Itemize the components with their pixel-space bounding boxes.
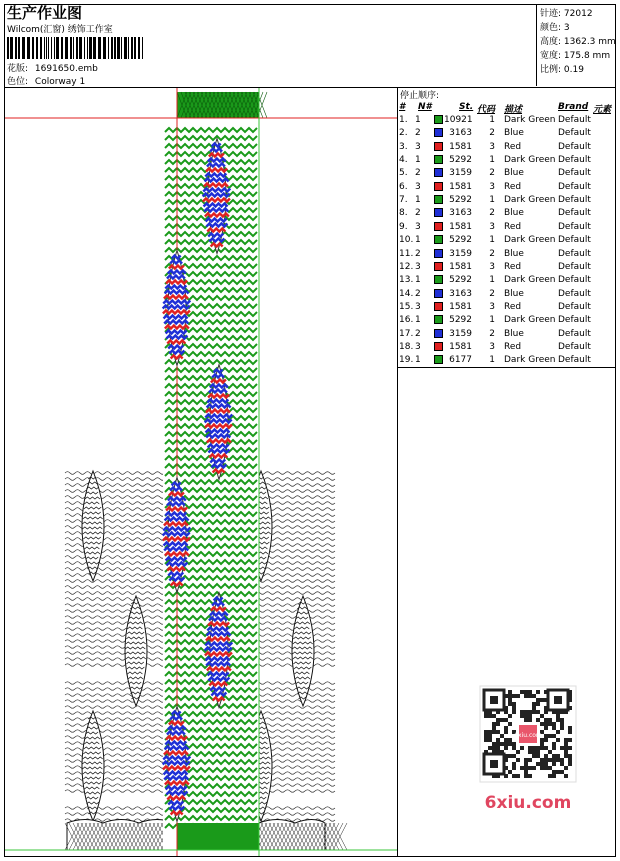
row-needle: 3	[415, 141, 421, 152]
row-code: 1	[489, 235, 495, 246]
row-brand: Default	[558, 141, 591, 152]
row-number: 10.	[399, 235, 414, 246]
row-stitches: 1581	[449, 261, 472, 272]
row-desc: Blue	[504, 328, 524, 339]
col-desc: 描述	[504, 105, 523, 115]
row-number: 7.	[399, 195, 408, 206]
col-element: 元素	[593, 105, 612, 115]
row-needle: 2	[415, 288, 421, 299]
row-code: 1	[489, 115, 495, 125]
row-code: 3	[489, 301, 495, 312]
row-desc: Dark Green	[504, 315, 556, 326]
row-code: 3	[489, 261, 495, 272]
qr-watermark	[470, 680, 586, 820]
row-desc: Red	[504, 141, 522, 152]
row-desc: Dark Green	[504, 275, 556, 286]
row-brand: Default	[558, 301, 591, 312]
row-needle: 1	[415, 355, 421, 366]
color-swatch	[434, 262, 443, 271]
stats-box	[536, 4, 617, 86]
table-row	[397, 168, 616, 181]
row-desc: Blue	[504, 128, 524, 139]
row-number: 11.	[399, 248, 414, 259]
row-stitches: 1581	[449, 301, 472, 312]
row-stitches: 6177	[449, 355, 472, 366]
row-desc: Blue	[504, 168, 524, 179]
color-swatch	[434, 222, 443, 231]
row-desc: Red	[504, 181, 522, 192]
table-row	[397, 142, 616, 155]
row-brand: Default	[558, 341, 591, 352]
row-needle: 1	[415, 235, 421, 246]
bottom-cap	[177, 823, 259, 850]
table-row	[397, 355, 616, 368]
row-number: 3.	[399, 141, 408, 152]
row-desc: Blue	[504, 248, 524, 259]
row-number: 17.	[399, 328, 414, 339]
row-desc: Blue	[504, 208, 524, 219]
color-swatch	[434, 182, 443, 191]
row-needle: 1	[415, 195, 421, 206]
colorway-label: 色位:	[7, 77, 29, 87]
table-row	[397, 249, 616, 262]
row-code: 2	[489, 328, 495, 339]
row-desc: Red	[504, 341, 522, 352]
row-number: 14.	[399, 288, 414, 299]
table-row	[397, 275, 616, 288]
row-code: 3	[489, 141, 495, 152]
row-brand: Default	[558, 248, 591, 259]
row-code: 2	[489, 168, 495, 179]
row-number: 18.	[399, 341, 414, 352]
row-needle: 1	[415, 275, 421, 286]
color-swatch	[434, 249, 443, 258]
row-code: 1	[489, 195, 495, 206]
row-brand: Default	[558, 355, 591, 366]
table-row	[397, 329, 616, 342]
row-brand: Default	[558, 288, 591, 299]
row-stitches: 10921	[444, 115, 473, 125]
table-row	[397, 235, 616, 248]
stat-scale: 比例: 0.19	[540, 65, 584, 75]
embroidery-design	[5, 88, 397, 856]
color-swatch	[434, 168, 443, 177]
row-desc: Red	[504, 221, 522, 232]
colorway-value: Colorway 1	[34, 77, 86, 87]
row-needle: 2	[415, 168, 421, 179]
row-desc: Dark Green	[504, 155, 556, 166]
row-brand: Default	[558, 208, 591, 219]
file-line	[7, 61, 98, 74]
color-swatch	[434, 342, 443, 351]
row-number: 15.	[399, 301, 414, 312]
stat-colors: 颜色: 3	[540, 23, 570, 33]
row-desc: Dark Green	[504, 355, 556, 366]
col-brand: Brand	[558, 102, 589, 112]
row-code: 3	[489, 181, 495, 192]
row-needle: 2	[415, 128, 421, 139]
row-number: 12.	[399, 261, 414, 272]
row-number: 2.	[399, 128, 408, 139]
barcode	[7, 37, 145, 59]
table-row	[397, 128, 616, 141]
row-code: 2	[489, 288, 495, 299]
stop-sequence-title: 停止顺序:	[400, 91, 440, 101]
row-needle: 1	[415, 315, 421, 326]
color-swatch	[434, 329, 443, 338]
file-name: 1691650.emb	[34, 64, 98, 74]
row-desc: Dark Green	[504, 195, 556, 206]
table-row	[397, 289, 616, 302]
row-stitches: 5292	[449, 275, 472, 286]
color-swatch	[434, 142, 443, 151]
row-brand: Default	[558, 168, 591, 179]
row-brand: Default	[558, 235, 591, 246]
row-needle: 3	[415, 341, 421, 352]
row-number: 4.	[399, 155, 408, 166]
table-row	[397, 195, 616, 208]
color-swatch	[434, 208, 443, 217]
row-number: 5.	[399, 168, 408, 179]
row-brand: Default	[558, 155, 591, 166]
table-row	[397, 182, 616, 195]
row-brand: Default	[558, 181, 591, 192]
row-number: 16.	[399, 315, 414, 326]
stat-width: 宽度: 175.8 mm	[540, 51, 611, 61]
row-desc: Red	[504, 301, 522, 312]
row-stitches: 3159	[449, 328, 472, 339]
row-stitches: 1581	[449, 141, 472, 152]
color-swatch	[434, 128, 443, 137]
stat-stitches: 针迹: 72012	[540, 9, 593, 19]
watermark-text: 6xiu.com	[484, 793, 572, 813]
color-swatch	[434, 289, 443, 298]
col-n: N#	[418, 102, 432, 112]
table-row	[397, 115, 616, 128]
row-stitches: 3159	[449, 168, 472, 179]
table-row	[397, 208, 616, 221]
table-row	[397, 262, 616, 275]
color-swatch	[434, 275, 443, 284]
row-stitches: 1581	[449, 221, 472, 232]
row-brand: Default	[558, 328, 591, 339]
row-brand: Default	[558, 195, 591, 206]
table-row	[397, 342, 616, 355]
color-swatch	[434, 355, 443, 364]
embroidery-preview	[5, 88, 397, 856]
row-code: 3	[489, 221, 495, 232]
row-needle: 3	[415, 181, 421, 192]
color-swatch	[434, 155, 443, 164]
row-needle: 1	[415, 115, 421, 125]
row-brand: Default	[558, 261, 591, 272]
color-swatch	[434, 302, 443, 311]
row-stitches: 3163	[449, 208, 472, 219]
qr-badge-text: 6xiu.com	[514, 732, 542, 739]
row-code: 1	[489, 275, 495, 286]
color-swatch	[434, 195, 443, 204]
file-label: 花版:	[7, 64, 29, 74]
row-brand: Default	[558, 115, 591, 125]
row-code: 1	[489, 155, 495, 166]
row-brand: Default	[558, 315, 591, 326]
row-code: 2	[489, 208, 495, 219]
table-row	[397, 315, 616, 328]
row-stitches: 5292	[449, 155, 472, 166]
row-needle: 2	[415, 248, 421, 259]
row-code: 1	[489, 355, 495, 366]
row-needle: 2	[415, 328, 421, 339]
row-stitches: 3163	[449, 288, 472, 299]
row-stitches: 5292	[449, 315, 472, 326]
table-row	[397, 155, 616, 168]
row-number: 13.	[399, 275, 414, 286]
col-code: 代码	[477, 105, 496, 115]
row-stitches: 5292	[449, 235, 472, 246]
row-number: 9.	[399, 221, 408, 232]
row-brand: Default	[558, 221, 591, 232]
row-stitches: 1581	[449, 341, 472, 352]
col-stitches: St.	[459, 102, 474, 112]
row-number: 19.	[399, 355, 414, 366]
color-swatch	[434, 235, 443, 244]
row-needle: 3	[415, 221, 421, 232]
row-code: 2	[489, 248, 495, 259]
color-swatch	[434, 115, 443, 124]
row-desc: Dark Green	[504, 235, 556, 246]
row-number: 8.	[399, 208, 408, 219]
row-desc: Dark Green	[504, 115, 556, 125]
row-brand: Default	[558, 275, 591, 286]
row-number: 6.	[399, 181, 408, 192]
colorway-line	[7, 74, 85, 87]
row-code: 2	[489, 128, 495, 139]
table-row	[397, 222, 616, 235]
row-needle: 2	[415, 208, 421, 219]
row-code: 1	[489, 315, 495, 326]
row-brand: Default	[558, 128, 591, 139]
stat-height: 高度: 1362.3 mm	[540, 37, 616, 47]
row-stitches: 5292	[449, 195, 472, 206]
row-desc: Blue	[504, 288, 524, 299]
stop-sequence-panel	[397, 88, 616, 366]
row-number: 1.	[399, 115, 408, 125]
row-desc: Red	[504, 261, 522, 272]
company-name: Wilcom(汇窗) 绣饰工作室	[7, 25, 113, 35]
row-stitches: 3163	[449, 128, 472, 139]
col-num: #	[399, 102, 406, 112]
row-stitches: 1581	[449, 181, 472, 192]
row-needle: 3	[415, 261, 421, 272]
row-code: 3	[489, 341, 495, 352]
table-row	[397, 302, 616, 315]
row-needle: 1	[415, 155, 421, 166]
color-swatch	[434, 315, 443, 324]
row-stitches: 3159	[449, 248, 472, 259]
page-title: 生产作业图	[7, 4, 83, 22]
row-needle: 3	[415, 301, 421, 312]
